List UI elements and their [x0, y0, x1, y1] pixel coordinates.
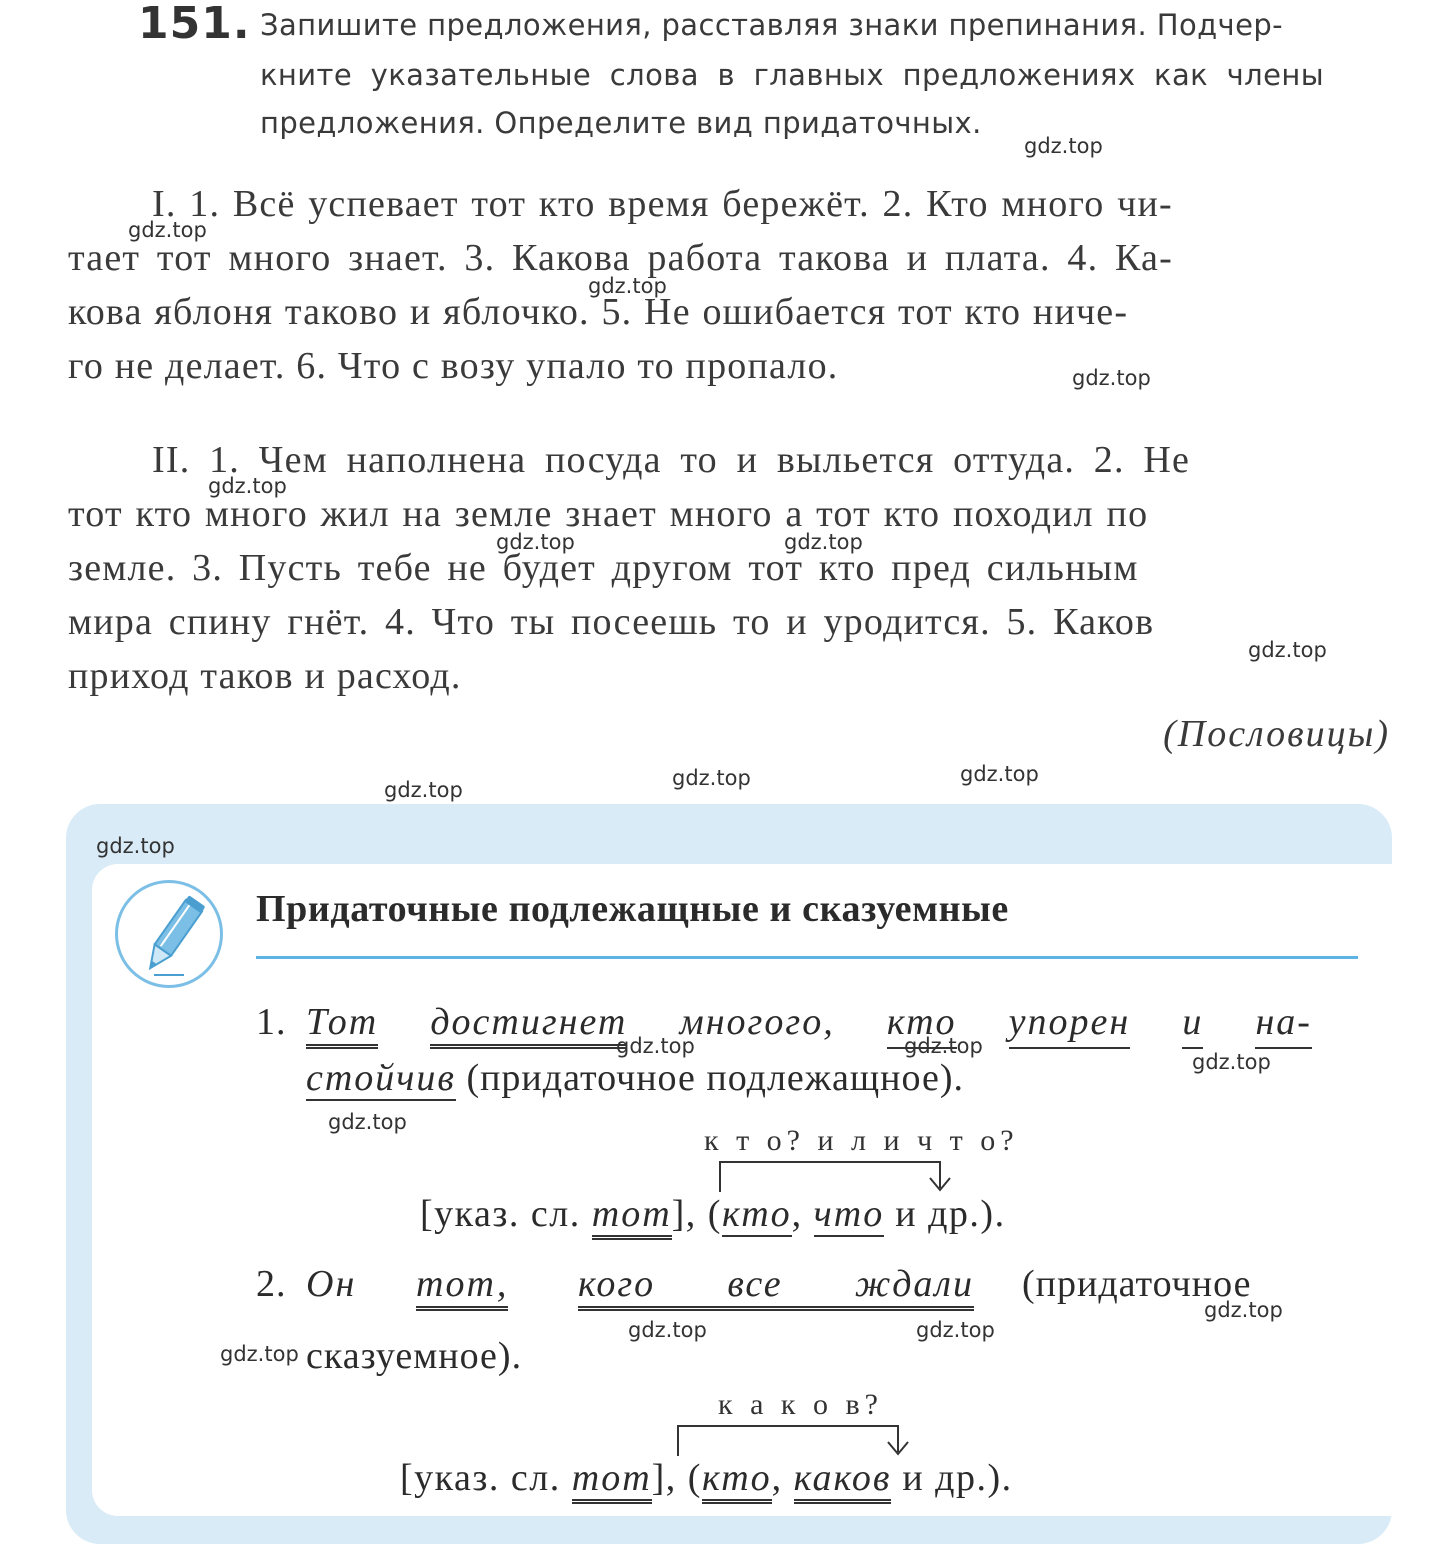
example1-number: 1. [256, 1001, 287, 1043]
part2-line-5: приход таков и расход. [68, 655, 462, 697]
scheme2-question: к а к о в? [718, 1388, 883, 1421]
watermark: gdz.top [328, 1110, 407, 1134]
example2-note: (придаточное [1022, 1263, 1252, 1305]
watermark: gdz.top [616, 1034, 695, 1058]
part2-line-2: тот кто много жил на земле знает много а тот кто походил по [68, 493, 1149, 535]
scheme2-paren: ( [687, 1457, 702, 1499]
scheme1-tail: и др.). [895, 1193, 1006, 1235]
example1-word-kto: кто [887, 1000, 957, 1049]
example1-note: (придаточное подлежащное). [466, 1057, 964, 1099]
watermark: gdz.top [1204, 1298, 1283, 1322]
scheme2-word-tot: тот [572, 1457, 652, 1504]
scheme1-word-tot: тот [592, 1193, 672, 1240]
example2-word-on: Он [306, 1263, 357, 1305]
example1-word-tot: Тот [306, 1000, 378, 1049]
watermark: gdz.top [904, 1034, 983, 1058]
scheme2-open: [указ. сл. [400, 1457, 561, 1499]
example2-word-vse: все [727, 1263, 783, 1305]
example2-note-2: сказуемное). [306, 1335, 523, 1377]
task-line-3: предложения. Определите вид придаточных. [260, 106, 982, 140]
watermark: gdz.top [128, 218, 207, 242]
part2-line-3: земле. 3. Пусть тебе не будет другом тот кто пред сильным [68, 547, 1139, 589]
watermark: gdz.top [496, 530, 575, 554]
scheme2 [400, 1456, 1013, 1500]
scheme1-close: ], [671, 1193, 697, 1235]
title-divider [256, 956, 1358, 959]
watermark: gdz.top [1248, 638, 1327, 662]
pencil-icon [115, 880, 223, 988]
watermark: gdz.top [96, 834, 175, 858]
example1-word-mnogogo: многого, [679, 1001, 835, 1043]
scheme1-comma: , [791, 1193, 803, 1235]
watermark: gdz.top [1192, 1050, 1271, 1074]
scheme1-word-chto: что [813, 1193, 885, 1235]
source-attribution: (Пословицы) [1163, 713, 1390, 755]
example1-word-uporen: упорен [1009, 1000, 1131, 1049]
scheme2-arrow-icon [670, 1422, 920, 1458]
scheme1-open: [указ. сл. [420, 1193, 581, 1235]
scheme2-tail: и др.). [902, 1457, 1013, 1499]
example1-word-i: и [1182, 1000, 1203, 1049]
exercise-number: 151. [138, 0, 251, 49]
example1-word-stoichiv: стойчив [306, 1057, 456, 1099]
scheme1-word-kto: кто [721, 1193, 792, 1235]
example1-word-dostignet: достигнет [430, 1000, 627, 1049]
part2-line-4: мира спину гнёт. 4. Что ты посеешь то и уродится. 5. Каков [68, 601, 1155, 643]
scheme2-word-kto: кто [702, 1457, 772, 1504]
part1-line-3: кова яблоня таково и яблочко. 5. Не ошибается тот кто ниче- [68, 291, 1129, 333]
watermark: gdz.top [916, 1318, 995, 1342]
watermark: gdz.top [208, 474, 287, 498]
task-line-1: Запишите предложения, расставляя знаки препинания. Подчер- [260, 8, 1283, 42]
example2-number: 2. [256, 1263, 287, 1305]
scheme2-close: ], [651, 1457, 677, 1499]
watermark: gdz.top [960, 762, 1039, 786]
watermark: gdz.top [1072, 366, 1151, 390]
watermark: gdz.top [628, 1318, 707, 1342]
example2-predicate-clause [578, 1262, 974, 1311]
scheme1-arrow-icon [712, 1158, 962, 1194]
watermark: gdz.top [220, 1342, 299, 1366]
scheme1-paren: ( [707, 1193, 722, 1235]
scheme2-word-kakov: каков [794, 1457, 892, 1504]
example2-word-tot: тот, [416, 1262, 508, 1311]
part1-line-4: го не делает. 6. Что с возу упало то пропало. [68, 345, 839, 387]
example2-word-kogo: кого [578, 1263, 656, 1305]
watermark: gdz.top [1024, 134, 1103, 158]
watermark: gdz.top [384, 778, 463, 802]
watermark: gdz.top [672, 766, 751, 790]
part1-line-2: тает тот много знает. 3. Какова работа такова и плата. 4. Ка- [68, 237, 1173, 279]
watermark: gdz.top [588, 274, 667, 298]
example1-word-na: на- [1255, 1000, 1312, 1049]
example2-word-zhdali: ждали [854, 1263, 974, 1305]
rule-title: Придаточные подлежащные и сказуемные [256, 888, 1009, 930]
part1-line-1: I. 1. Всё успевает тот кто время бережёт. 2. Кто много чи- [152, 183, 1173, 225]
task-line-2: кните указательные слова в главных предложениях как члены [260, 58, 1325, 92]
scheme1-question: к т о? и л и ч т о? [704, 1124, 1019, 1157]
scheme1 [420, 1192, 1006, 1236]
part2-line-1: II. 1. Чем наполнена посуда то и выльется оттуда. 2. Не [152, 439, 1191, 481]
watermark: gdz.top [784, 530, 863, 554]
example1-line-2 [306, 1056, 964, 1100]
scheme2-comma: , [771, 1457, 783, 1499]
example1-line-1 [306, 1000, 1312, 1049]
